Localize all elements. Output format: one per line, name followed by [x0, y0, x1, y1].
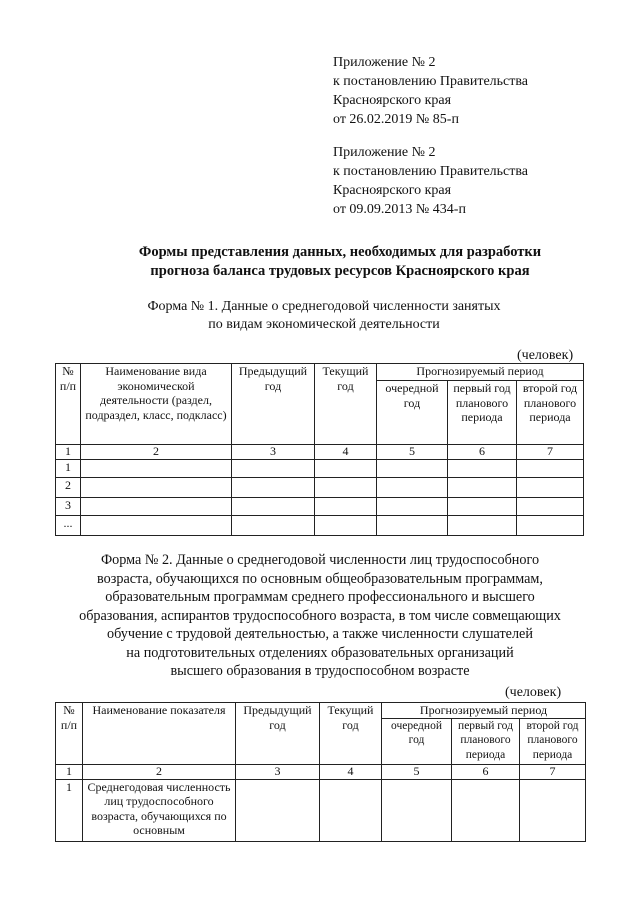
table-row: [56, 498, 584, 516]
table-cell: [320, 779, 382, 841]
col-number: 4: [320, 764, 382, 779]
col-number: 1: [56, 764, 83, 779]
col-number: 2: [83, 764, 236, 779]
table-cell: [517, 516, 584, 536]
header-cur-year: Текущий год: [320, 703, 382, 765]
table-cell: [448, 498, 517, 516]
form2-title-line: возраста, обучающихся по основным общеобразовательным программам,: [97, 570, 543, 587]
form2-title-line: образования, аспирантов трудоспособного возраста, в том числе совмещающих: [79, 607, 561, 624]
appendix-original: [333, 143, 528, 219]
form2-unit: (человек): [505, 685, 562, 700]
row-number: 1: [56, 460, 81, 478]
form2-title-line: высшего образования в трудоспособном возрасте: [170, 663, 470, 679]
form2-title-line: обучение с трудовой деятельностью, а также численности слушателей: [107, 626, 533, 642]
table-cell: [232, 516, 315, 536]
appendix-line: к постановлению Правительства: [333, 164, 529, 179]
header-name: Наименование вида экономической деятельности (раздел, подраздел, класс, подкласс): [81, 364, 232, 445]
document-title-line: Формы представления данных, необходимых для разработки: [138, 244, 542, 260]
table-row: [56, 516, 584, 536]
form1-unit: (человек): [517, 348, 574, 363]
form1-title-line: по видам экономической деятельности: [208, 317, 440, 332]
header-prev-year: Предыдущий год: [236, 703, 320, 765]
form2-title: [0, 551, 640, 681]
header-forecast: Прогнозируемый период: [382, 703, 586, 719]
header-num: № п/п: [56, 364, 81, 445]
table-cell: [517, 498, 584, 516]
appendix-current: [333, 53, 528, 129]
table-cell: [315, 516, 377, 536]
table-cell: [232, 460, 315, 478]
row-number: ...: [56, 516, 81, 536]
form1-title-line: Форма № 1. Данные о среднегодовой численности занятых: [147, 299, 501, 314]
table-cell: [382, 779, 452, 841]
header-next-year: очередной год: [382, 718, 452, 764]
col-number: 3: [236, 764, 320, 779]
form2-title-line: Форма № 2. Данные о среднегодовой численности лиц трудоспособного: [100, 552, 540, 568]
header-name: Наименование показателя: [83, 703, 236, 765]
appendix-date: от 09.09.2013 № 434-п: [333, 202, 466, 217]
appendix-line: Красноярского края: [333, 93, 452, 108]
col-number: 2: [81, 445, 232, 460]
table-cell: [315, 460, 377, 478]
table-cell: [315, 478, 377, 498]
row-number: 3: [56, 498, 81, 516]
table-cell: [232, 478, 315, 498]
table-cell: [377, 460, 448, 478]
header-first-plan-year: первый год планового периода: [452, 718, 520, 764]
col-number: 3: [232, 445, 315, 460]
header-second-plan-year: второй год планового периода: [520, 718, 586, 764]
table-row: [56, 460, 584, 478]
row-number: 2: [56, 478, 81, 498]
appendix-line: Красноярского края: [333, 183, 452, 198]
header-cur-year: Текущий год: [315, 364, 377, 445]
col-number: 5: [377, 445, 448, 460]
table-cell: [315, 498, 377, 516]
header-forecast: Прогнозируемый период: [377, 364, 584, 381]
col-number: 7: [517, 445, 584, 460]
table-cell: [236, 779, 320, 841]
table-cell: [448, 460, 517, 478]
form2-title-line: на подготовительных отделениях образовательных организаций: [126, 644, 514, 661]
header-first-plan-year: первый год планового периода: [448, 381, 517, 445]
appendix-line: Приложение № 2: [333, 145, 436, 160]
table-cell: [81, 460, 232, 478]
table-cell: [81, 478, 232, 498]
col-number: 6: [448, 445, 517, 460]
row-number: 1: [56, 779, 83, 841]
indicator-name: Среднегодовая численность лиц трудоспособного возраста, обучающихся по основным: [83, 779, 236, 841]
document-title: [40, 243, 640, 281]
table-cell: [452, 779, 520, 841]
table-row: [56, 779, 586, 841]
table-cell: [377, 478, 448, 498]
header-num: № п/п: [56, 703, 83, 765]
col-number: 6: [452, 764, 520, 779]
form2-table: [55, 702, 586, 842]
form1-table: [55, 363, 584, 536]
header-next-year: очередной год: [377, 381, 448, 445]
table-cell: [448, 478, 517, 498]
header-prev-year: Предыдущий год: [232, 364, 315, 445]
header-second-plan-year: второй год планового периода: [517, 381, 584, 445]
appendix-line: Приложение № 2: [333, 55, 436, 70]
table-cell: [377, 516, 448, 536]
appendix-date: от 26.02.2019 № 85-п: [333, 112, 459, 127]
form1-title: [4, 298, 640, 334]
table-cell: [517, 460, 584, 478]
form2-title-line: образовательным программам среднего профессионального и высшего: [105, 589, 535, 605]
table-cell: [81, 498, 232, 516]
document-title-line: прогноза баланса трудовых ресурсов Красноярского края: [150, 263, 530, 279]
table-cell: [232, 498, 315, 516]
table-cell: [517, 478, 584, 498]
appendix-line: к постановлению Правительства: [333, 74, 529, 89]
table-row: [56, 478, 584, 498]
table-cell: [520, 779, 586, 841]
table-cell: [448, 516, 517, 536]
table-cell: [377, 498, 448, 516]
col-number: 7: [520, 764, 586, 779]
col-number: 1: [56, 445, 81, 460]
table-cell: [81, 516, 232, 536]
col-number: 4: [315, 445, 377, 460]
col-number: 5: [382, 764, 452, 779]
